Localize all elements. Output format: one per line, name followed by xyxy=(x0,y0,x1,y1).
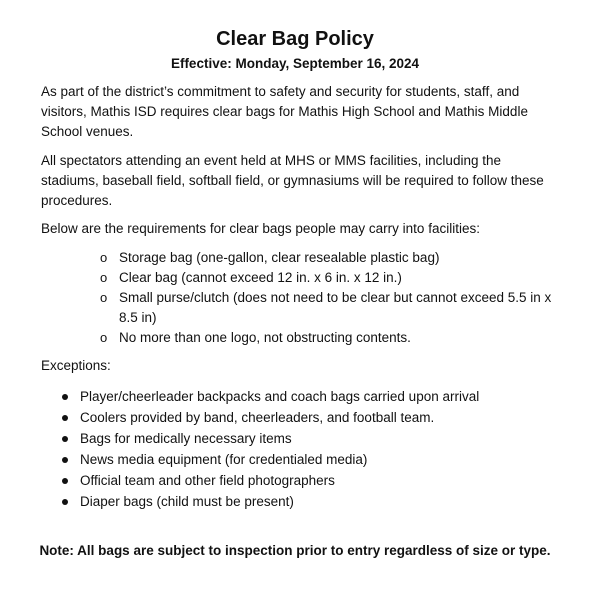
list-item: Diaper bags (child must be present) xyxy=(80,491,560,512)
list-item: Player/cheerleader backpacks and coach bags carried upon arrival xyxy=(80,386,560,407)
list-item: o No more than one logo, not obstructing contents. xyxy=(119,328,559,348)
requirements-paragraph: Below are the requirements for clear bags people may carry into facilities: xyxy=(41,221,480,236)
page-title: Clear Bag Policy xyxy=(216,28,374,50)
exceptions-heading: Exceptions: xyxy=(41,358,111,373)
list-item: o Small purse/clutch (does not need to be clear but cannot exceed 5.5 in x 8.5 in) xyxy=(119,288,559,328)
effective-date: Effective: Monday, September 16, 2024 xyxy=(170,56,420,71)
inspection-note: Note: All bags are subject to inspection prior to entry regardless of size or type. xyxy=(39,543,551,558)
list-item: o Clear bag (cannot exceed 12 in. x 6 in. x 12 in.) xyxy=(119,268,559,288)
requirements-list xyxy=(119,248,559,348)
list-item: o Storage bag (one-gallon, clear resealable plastic bag) xyxy=(119,248,559,268)
list-item: Official team and other field photographers xyxy=(80,470,560,491)
spectators-paragraph: All spectators attending an event held at MHS or MMS facilities, including the stadiums, baseball field, softball field, or gymnasiums will be required to follow these procedures. xyxy=(41,153,544,208)
exceptions-list xyxy=(80,386,560,512)
list-item: Bags for medically necessary items xyxy=(80,428,560,449)
intro-paragraph: As part of the district’s commitment to safety and security for students, staff, and visitors, Mathis ISD requires clear bags for Mathis High School and Mathis Middle School venues. xyxy=(41,84,528,139)
list-item: Coolers provided by band, cheerleaders, and football team. xyxy=(80,407,560,428)
list-item: News media equipment (for credentialed media) xyxy=(80,449,560,470)
